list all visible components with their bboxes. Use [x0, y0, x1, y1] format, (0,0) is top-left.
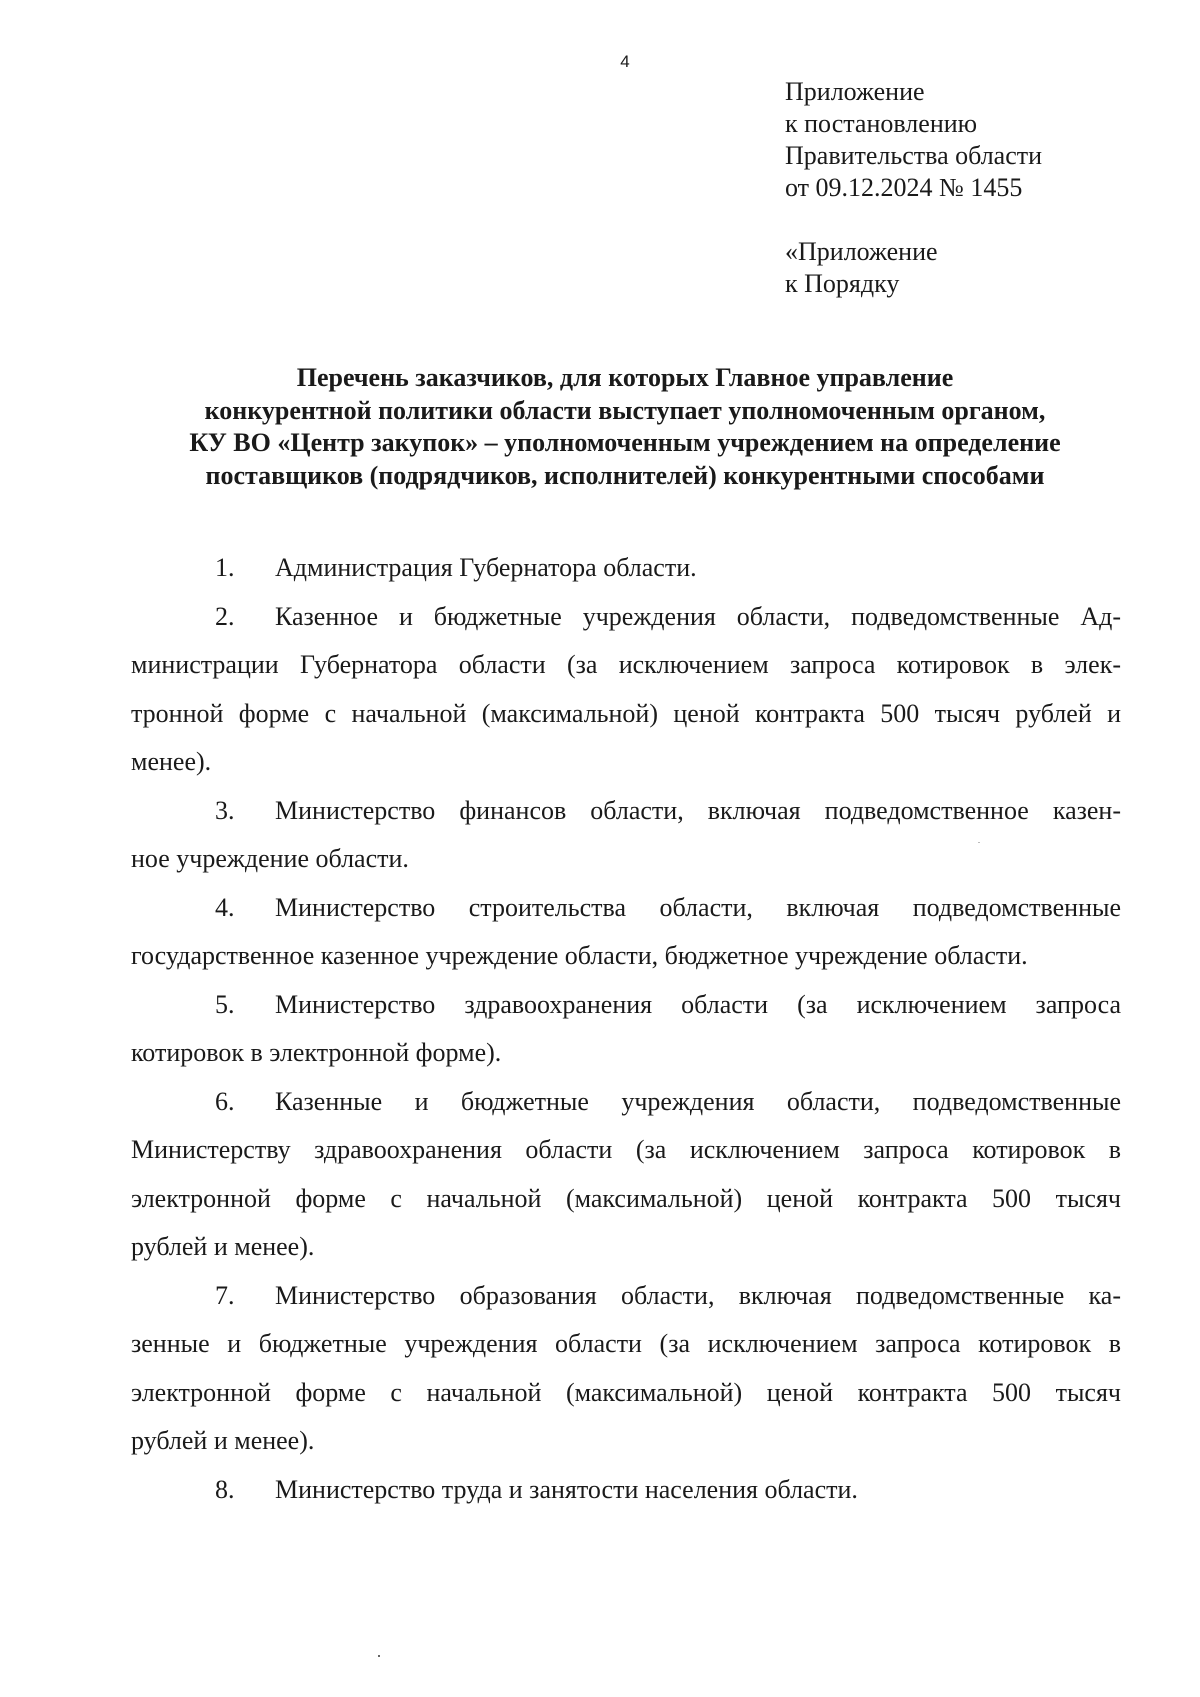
list-item-line: рублей и менее).	[131, 1232, 315, 1261]
list-item-text: Министерство здравоохранения области (за исключением запроса	[275, 989, 1121, 1019]
appendix-line: от 09.12.2024 № 1455	[785, 173, 1023, 202]
list-item-line: электронной форме с начальной (максимальной) ценой контракта 500 тысяч	[131, 1377, 1121, 1407]
list-item-number: 1.	[215, 553, 235, 582]
list-item-number: 5.	[215, 989, 235, 1019]
list-item	[131, 787, 1121, 884]
list-item	[131, 593, 1121, 787]
list-item-line: электронной форме с начальной (максимальной) ценой контракта 500 тысяч	[131, 1183, 1121, 1213]
appendix-line: Приложение	[785, 77, 925, 106]
list-item-line: тронной форме с начальной (максимальной) ценой контракта 500 тысяч рублей и	[131, 698, 1121, 728]
list-item-number: 8.	[215, 1474, 235, 1504]
document-title	[100, 362, 1150, 492]
title-line: конкурентной политики области выступает уполномоченным органом,	[204, 395, 1046, 425]
list-item-text: Министерство труда и занятости населения области.	[275, 1474, 858, 1504]
list-item-first-line	[131, 1272, 1121, 1321]
list-item-line: ное учреждение области.	[131, 844, 409, 873]
title-line: поставщиков (подрядчиков, исполнителей) конкурентными способами	[205, 460, 1045, 490]
list-item-line: государственное казенное учреждение области, бюджетное учреждение области.	[131, 941, 1028, 970]
list-item	[131, 1078, 1121, 1272]
appendix-resolution-block	[785, 76, 1042, 204]
list-item-number: 3.	[215, 795, 235, 825]
list-item-line: Министерству здравоохранения области (за исключением запроса котировок в	[131, 1135, 1121, 1164]
list-item-number: 2.	[215, 601, 235, 631]
list-item	[131, 884, 1121, 981]
list-item-first-line	[131, 593, 1121, 642]
list-item-line: рублей и менее).	[131, 1426, 315, 1455]
appendix-line: «Приложение	[785, 237, 938, 266]
title-line: КУ ВО «Центр закупок» – уполномоченным учреждением на определение	[189, 428, 1061, 457]
list-item-number: 6.	[215, 1086, 235, 1116]
list-item	[131, 1466, 1121, 1515]
list-item-number: 7.	[215, 1280, 235, 1310]
list-item-number: 4.	[215, 892, 235, 922]
list-item-text: Министерство строительства области, включая подведомственные	[275, 892, 1121, 922]
list-item-text: Казенное и бюджетные учреждения области, подведомственные Ад-	[275, 601, 1121, 631]
page-number: 4	[620, 52, 630, 71]
list-item-text: Министерство образования области, включая подведомственные ка-	[275, 1280, 1121, 1310]
list-item-first-line	[131, 544, 1121, 593]
appendix-line: Правительства области	[785, 141, 1043, 170]
list-item-first-line	[131, 787, 1121, 836]
list-item	[131, 981, 1121, 1078]
list-item-text: Администрация Губернатора области.	[275, 553, 697, 582]
list-item-line: менее).	[131, 747, 212, 776]
list-item-text: Министерство финансов области, включая подведомственное казен-	[275, 795, 1121, 825]
list-item	[131, 544, 1121, 593]
appendix-line: к Порядку	[785, 269, 900, 298]
list-item	[131, 1272, 1121, 1466]
list-item-line: зенные и бюджетные учреждения области (за исключением запроса котировок в	[131, 1329, 1121, 1358]
list-item-first-line	[131, 1078, 1121, 1127]
title-line: Перечень заказчиков, для которых Главное управление	[296, 363, 954, 392]
scan-speck	[378, 1655, 380, 1657]
scan-speck	[978, 842, 980, 843]
list-item-line: котировок в электронной форме).	[131, 1038, 502, 1067]
list-item-text: Казенные и бюджетные учреждения области, подведомственные	[275, 1086, 1121, 1116]
appendix-line: к постановлению	[785, 109, 978, 138]
list-item-first-line	[131, 884, 1121, 933]
customer-list	[131, 544, 1121, 1514]
appendix-order-block	[785, 236, 938, 300]
list-item-first-line	[131, 981, 1121, 1030]
list-item-first-line	[131, 1466, 1121, 1515]
list-item-line: министрации Губернатора области (за исключением запроса котировок в элек-	[131, 650, 1121, 679]
